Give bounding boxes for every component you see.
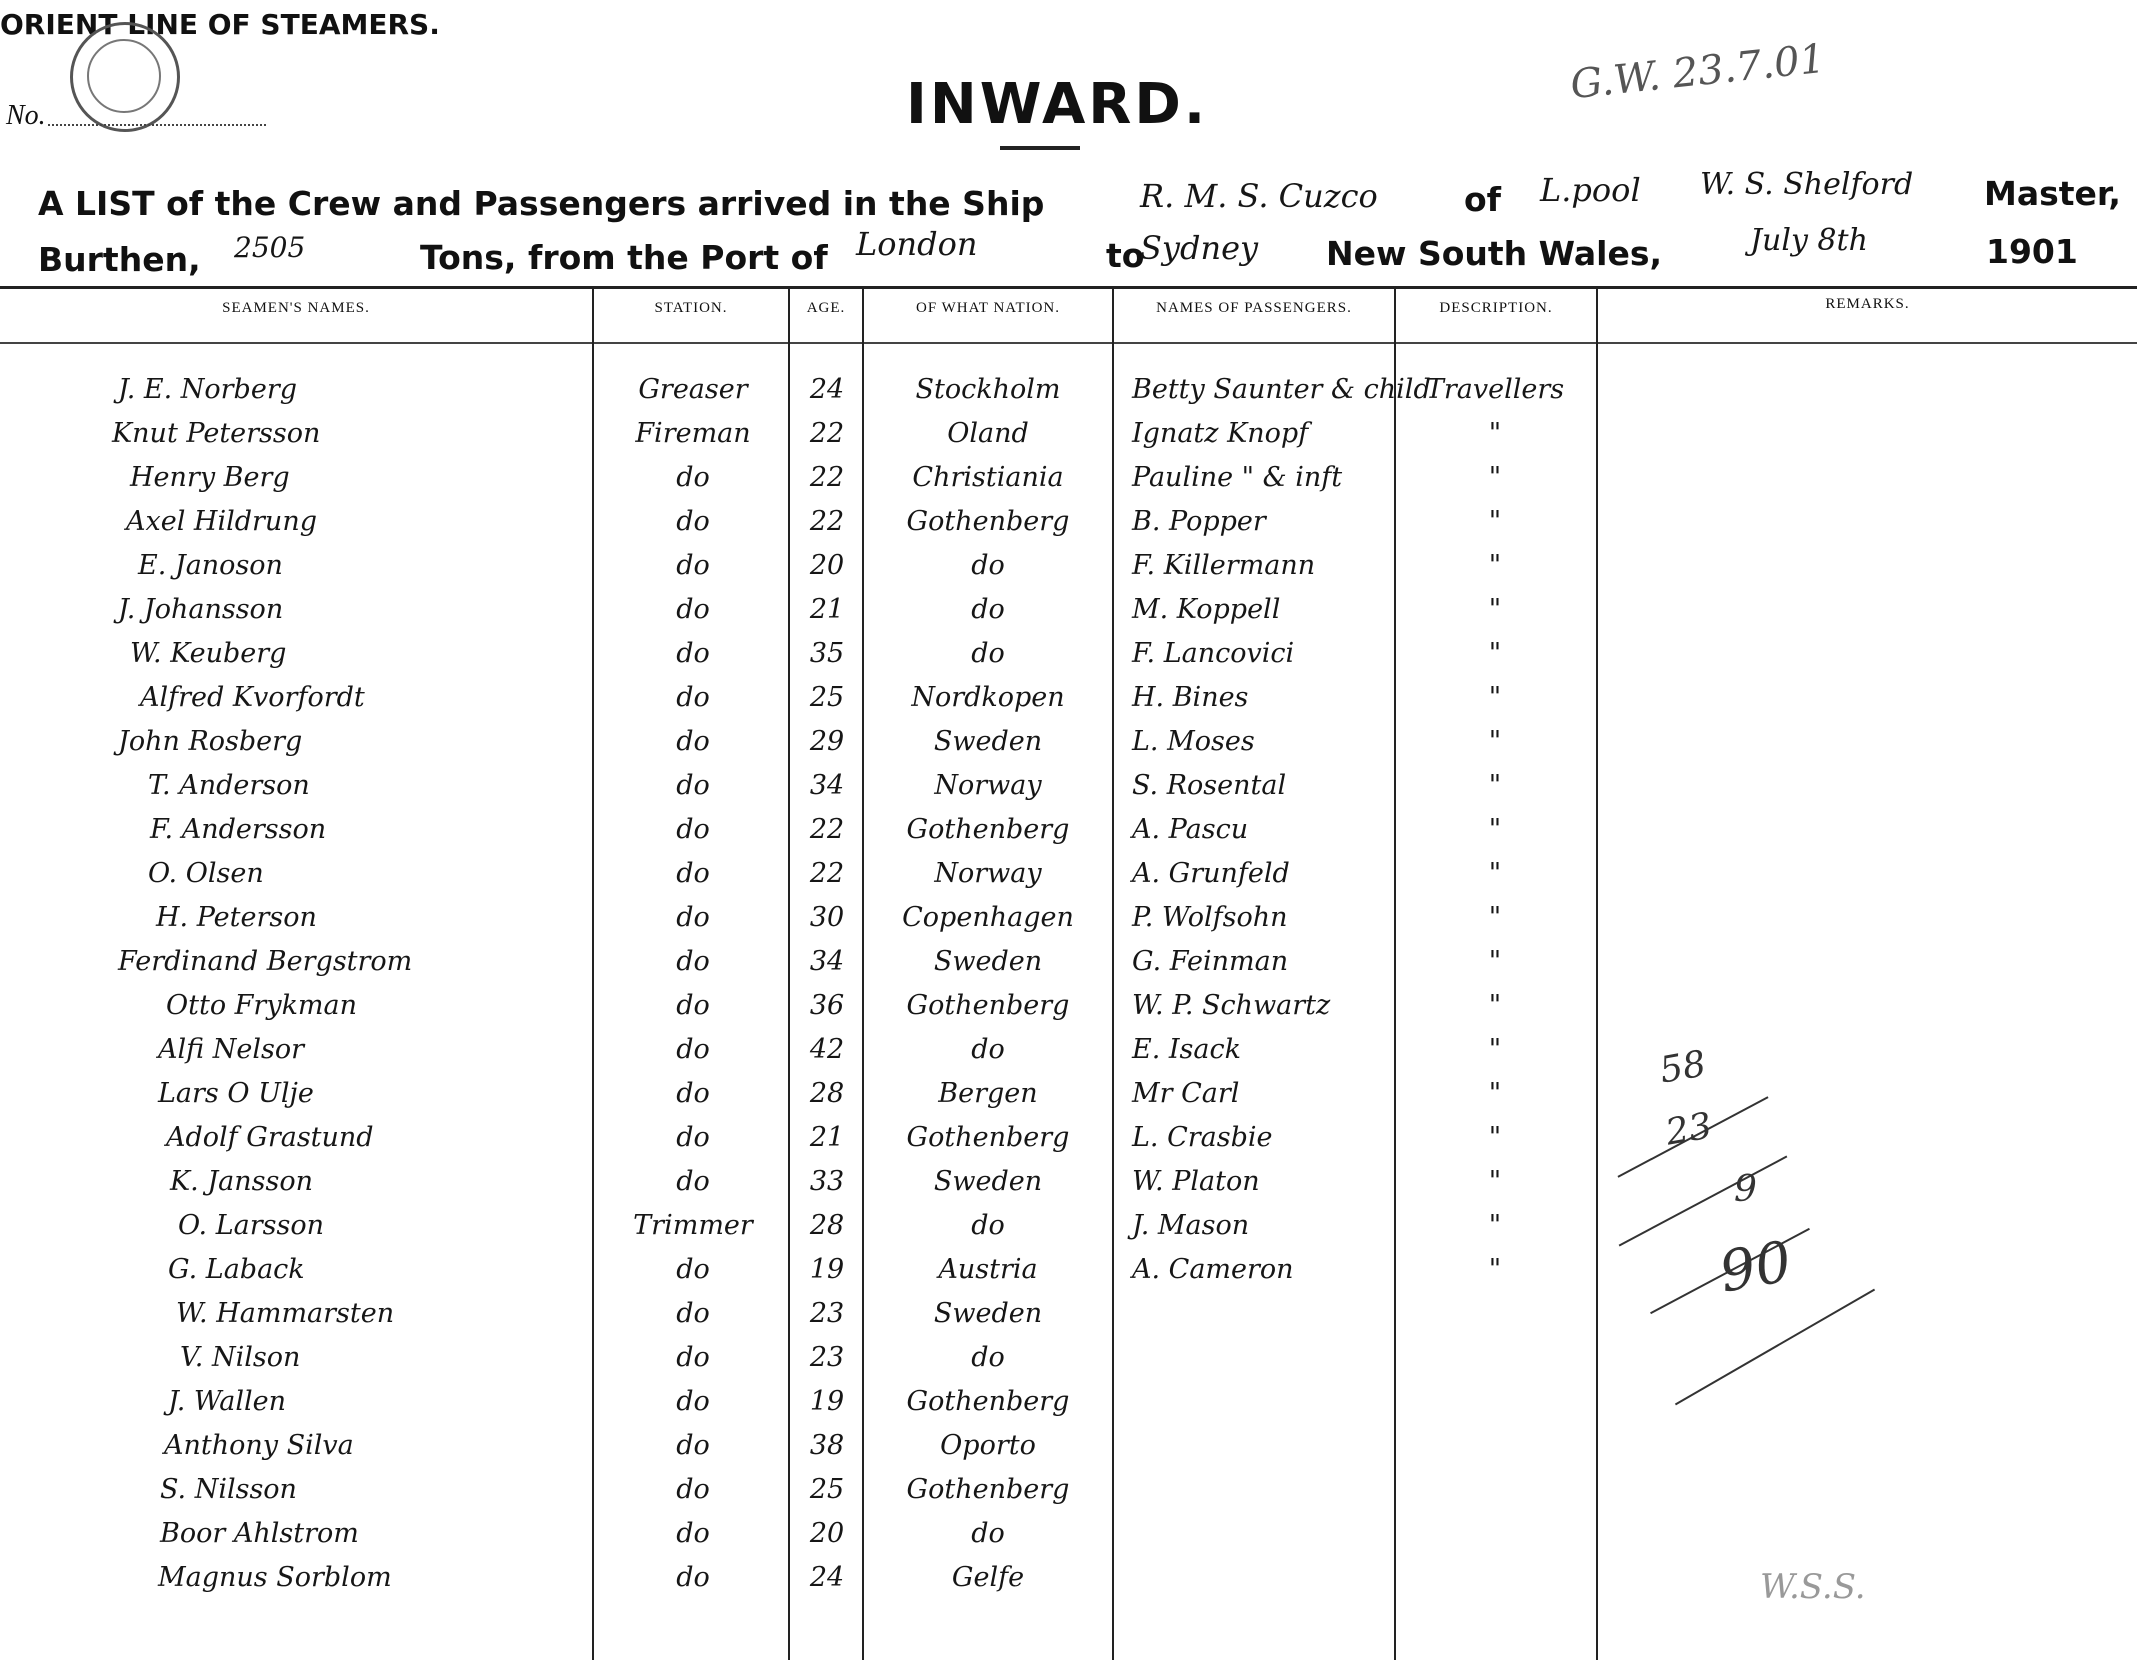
- station-cell: do: [676, 506, 710, 537]
- station-cell: do: [676, 1166, 710, 1197]
- column-header-station: STATION.: [654, 300, 728, 316]
- table-header-rule: [0, 342, 2137, 344]
- description-cell: ": [1488, 418, 1502, 449]
- nation-cell: Oporto: [940, 1430, 1036, 1461]
- description-cell: ": [1488, 682, 1502, 713]
- station-cell: do: [676, 682, 710, 713]
- seaman-name: Boor Ahlstrom: [160, 1518, 359, 1549]
- age-cell: 22: [809, 814, 845, 845]
- seaman-name: F. Andersson: [150, 814, 327, 845]
- table-row: [0, 376, 2137, 420]
- nation-cell: Austria: [938, 1254, 1038, 1285]
- passenger-name: Pauline " & inft: [1132, 462, 1343, 493]
- age-cell: 24: [809, 1562, 845, 1593]
- passenger-name: M. Koppell: [1132, 594, 1281, 625]
- table-row: [0, 684, 2137, 728]
- corner-annotation: G.W. 23.7.01: [1568, 35, 1828, 109]
- table-row: [0, 1388, 2137, 1432]
- description-cell: ": [1488, 726, 1502, 757]
- tally-number: 23: [1662, 1105, 1715, 1154]
- company-seal-stamp: [70, 22, 180, 132]
- description-cell: ": [1488, 462, 1502, 493]
- page-title: INWARD.: [906, 72, 1209, 137]
- seaman-name: Magnus Sorblom: [158, 1562, 392, 1593]
- tally-number: 9: [1734, 1169, 1757, 1210]
- table-row: [0, 464, 2137, 508]
- passenger-name: L. Crasbie: [1132, 1122, 1273, 1153]
- seaman-name: Alfred Kvorfordt: [140, 682, 365, 713]
- table-top-rule: [0, 286, 2137, 289]
- number-label: No.: [6, 100, 46, 131]
- nation-cell: Oland: [947, 418, 1029, 449]
- nation-cell: do: [971, 1034, 1005, 1065]
- table-row: [0, 992, 2137, 1036]
- age-cell: 20: [809, 1518, 845, 1549]
- seaman-name: Knut Petersson: [112, 418, 321, 449]
- station-cell: do: [676, 1474, 710, 1505]
- nation-cell: Copenhagen: [902, 902, 1074, 933]
- description-cell: ": [1488, 594, 1502, 625]
- nation-cell: Gelfe: [951, 1562, 1025, 1593]
- nation-cell: Nordkopen: [911, 682, 1065, 713]
- table-row: [0, 1080, 2137, 1124]
- station-cell: do: [676, 1562, 710, 1593]
- station-cell: do: [676, 1518, 710, 1549]
- nation-cell: do: [971, 1210, 1005, 1241]
- age-cell: 23: [809, 1298, 845, 1329]
- description-cell: ": [1488, 990, 1502, 1021]
- seaman-name: Adolf Grastund: [166, 1122, 374, 1153]
- of-label: of: [1464, 180, 1502, 219]
- passenger-name: Ignatz Knopf: [1132, 418, 1309, 449]
- age-cell: 24: [809, 374, 845, 405]
- description-cell: ": [1488, 1034, 1502, 1065]
- master-initials: W.S.S.: [1760, 1567, 1866, 1607]
- seaman-name: G. Laback: [168, 1254, 305, 1285]
- table-row: [0, 728, 2137, 772]
- passenger-name: P. Wolfsohn: [1132, 902, 1288, 933]
- age-cell: 34: [809, 946, 845, 977]
- station-cell: do: [676, 990, 710, 1021]
- tons-label: Tons, from the Port of: [420, 238, 828, 277]
- column-header-remarks: REMARKS.: [1825, 296, 1910, 312]
- age-cell: 36: [809, 990, 845, 1021]
- station-cell: do: [676, 1342, 710, 1373]
- nation-cell: do: [971, 594, 1005, 625]
- nation-cell: do: [971, 1342, 1005, 1373]
- passenger-name: W. P. Schwartz: [1132, 990, 1331, 1021]
- table-row: [0, 1212, 2137, 1256]
- burthen-label: Burthen,: [38, 240, 201, 279]
- seaman-name: Henry Berg: [130, 462, 290, 493]
- description-cell: ": [1488, 638, 1502, 669]
- table-row: [0, 1256, 2137, 1300]
- seaman-name: Alfi Nelsor: [158, 1034, 304, 1065]
- nation-cell: do: [971, 638, 1005, 669]
- passenger-name: H. Bines: [1132, 682, 1249, 713]
- station-cell: do: [676, 1386, 710, 1417]
- description-cell: ": [1488, 902, 1502, 933]
- seaman-name: W. Keuberg: [130, 638, 287, 669]
- seaman-name: Anthony Silva: [164, 1430, 354, 1461]
- passenger-name: E. Isack: [1132, 1034, 1241, 1065]
- table-row: [0, 596, 2137, 640]
- description-cell: ": [1488, 550, 1502, 581]
- age-cell: 33: [809, 1166, 845, 1197]
- age-cell: 21: [809, 594, 845, 625]
- nation-cell: Norway: [934, 858, 1042, 889]
- station-cell: Greaser: [638, 374, 748, 405]
- to-port: Sydney: [1140, 229, 1259, 267]
- age-cell: 42: [809, 1034, 845, 1065]
- station-cell: do: [676, 1034, 710, 1065]
- nation-cell: do: [971, 1518, 1005, 1549]
- nation-cell: do: [971, 550, 1005, 581]
- list-heading: A LIST of the Crew and Passengers arrived in the Ship: [38, 184, 1045, 223]
- station-cell: Trimmer: [633, 1210, 753, 1241]
- age-cell: 22: [809, 506, 845, 537]
- master-label: Master,: [1984, 174, 2121, 213]
- number-line: [48, 124, 266, 126]
- age-cell: 25: [809, 1474, 845, 1505]
- station-cell: do: [676, 770, 710, 801]
- station-cell: do: [676, 1254, 710, 1285]
- table-row: [0, 552, 2137, 596]
- seaman-name: O. Larsson: [178, 1210, 325, 1241]
- column-header-age: AGE.: [806, 300, 846, 316]
- nation-cell: Norway: [934, 770, 1042, 801]
- description-cell: ": [1488, 506, 1502, 537]
- passenger-name: F. Killermann: [1132, 550, 1316, 581]
- passenger-name: F. Lancovici: [1132, 638, 1295, 669]
- description-cell: ": [1488, 1122, 1502, 1153]
- age-cell: 25: [809, 682, 845, 713]
- nation-cell: Sweden: [933, 946, 1043, 977]
- table-row: [0, 508, 2137, 552]
- description-cell: ": [1488, 1210, 1502, 1241]
- age-cell: 30: [809, 902, 845, 933]
- table-row: [0, 948, 2137, 992]
- station-cell: do: [676, 550, 710, 581]
- table-row: [0, 816, 2137, 860]
- table-row: [0, 640, 2137, 684]
- age-cell: 28: [809, 1078, 845, 1109]
- seaman-name: Lars O Ulje: [158, 1078, 314, 1109]
- table-row: [0, 1344, 2137, 1388]
- age-cell: 23: [809, 1342, 845, 1373]
- age-cell: 21: [809, 1122, 845, 1153]
- station-cell: do: [676, 1430, 710, 1461]
- passenger-name: G. Feinman: [1132, 946, 1289, 977]
- station-cell: do: [676, 1078, 710, 1109]
- table-row: [0, 904, 2137, 948]
- seaman-name: H. Peterson: [156, 902, 317, 933]
- age-cell: 22: [809, 462, 845, 493]
- station-cell: Fireman: [635, 418, 751, 449]
- seaman-name: W. Hammarsten: [176, 1298, 395, 1329]
- passenger-name: L. Moses: [1132, 726, 1255, 757]
- table-row: [0, 1168, 2137, 1212]
- description-cell: ": [1488, 1166, 1502, 1197]
- nation-cell: Sweden: [933, 1166, 1043, 1197]
- seaman-name: S. Nilsson: [160, 1474, 297, 1505]
- seaman-name: T. Anderson: [148, 770, 310, 801]
- nation-cell: Stockholm: [915, 374, 1061, 405]
- age-cell: 34: [809, 770, 845, 801]
- age-cell: 22: [809, 858, 845, 889]
- description-cell: ": [1488, 770, 1502, 801]
- passenger-name: A. Grunfeld: [1132, 858, 1290, 889]
- passenger-name: W. Platon: [1132, 1166, 1260, 1197]
- table-row: [0, 1124, 2137, 1168]
- station-cell: do: [676, 638, 710, 669]
- title-rule: [1000, 146, 1080, 150]
- description-cell: ": [1488, 1254, 1502, 1285]
- port-of-registry: L.pool: [1540, 171, 1641, 209]
- passenger-name: A. Cameron: [1132, 1254, 1294, 1285]
- arrival-year: 1901: [1986, 232, 2078, 271]
- table-row: [0, 420, 2137, 464]
- seaman-name: John Rosberg: [118, 726, 303, 757]
- nation-cell: Gothenberg: [906, 814, 1070, 845]
- table-row: [0, 860, 2137, 904]
- table-row: [0, 1432, 2137, 1476]
- tally-number: 58: [1656, 1043, 1709, 1092]
- table-row: [0, 1520, 2137, 1564]
- passenger-name: J. Mason: [1132, 1210, 1250, 1241]
- nation-cell: Sweden: [933, 1298, 1043, 1329]
- station-cell: do: [676, 726, 710, 757]
- station-cell: do: [676, 858, 710, 889]
- nation-cell: Gothenberg: [906, 1122, 1070, 1153]
- nation-cell: Bergen: [938, 1078, 1038, 1109]
- nation-cell: Gothenberg: [906, 506, 1070, 537]
- table-row: [0, 1476, 2137, 1520]
- nation-cell: Gothenberg: [906, 1386, 1070, 1417]
- age-cell: 38: [809, 1430, 845, 1461]
- seaman-name: Otto Frykman: [166, 990, 358, 1021]
- age-cell: 29: [809, 726, 845, 757]
- column-header-description: DESCRIPTION.: [1439, 300, 1553, 316]
- seaman-name: J. E. Norberg: [118, 374, 298, 405]
- description-cell: Travellers: [1425, 374, 1565, 405]
- station-cell: do: [676, 1298, 710, 1329]
- seaman-name: J. Johansson: [118, 594, 284, 625]
- station-cell: do: [676, 462, 710, 493]
- station-cell: do: [676, 902, 710, 933]
- seaman-name: O. Olsen: [148, 858, 264, 889]
- seaman-name: E. Janoson: [138, 550, 283, 581]
- passenger-name: S. Rosental: [1132, 770, 1287, 801]
- to-label: to: [1106, 236, 1145, 275]
- column-header-nation: OF WHAT NATION.: [915, 300, 1061, 316]
- station-cell: do: [676, 594, 710, 625]
- region-label: New South Wales,: [1326, 234, 1663, 273]
- burthen-value: 2505: [234, 231, 306, 264]
- age-cell: 19: [809, 1254, 845, 1285]
- column-header-passengers: NAMES OF PASSENGERS.: [1156, 300, 1352, 316]
- nation-cell: Gothenberg: [906, 1474, 1070, 1505]
- ship-name: R. M. S. Cuzco: [1140, 177, 1378, 215]
- company-name: ORIENT LINE OF STEAMERS.: [0, 8, 440, 41]
- description-cell: ": [1488, 946, 1502, 977]
- nation-cell: Gothenberg: [906, 990, 1070, 1021]
- tally-total: 90: [1714, 1229, 1797, 1306]
- age-cell: 22: [809, 418, 845, 449]
- description-cell: ": [1488, 858, 1502, 889]
- nation-cell: Sweden: [933, 726, 1043, 757]
- from-port: London: [856, 225, 978, 263]
- description-cell: ": [1488, 1078, 1502, 1109]
- station-cell: do: [676, 946, 710, 977]
- master-name: W. S. Shelford: [1700, 167, 1914, 202]
- nation-cell: Christiania: [912, 462, 1064, 493]
- seaman-name: J. Wallen: [168, 1386, 287, 1417]
- passenger-name: Mr Carl: [1132, 1078, 1240, 1109]
- table-row: [0, 772, 2137, 816]
- seaman-name: V. Nilson: [180, 1342, 301, 1373]
- age-cell: 19: [809, 1386, 845, 1417]
- station-cell: do: [676, 1122, 710, 1153]
- passenger-name: B. Popper: [1132, 506, 1266, 537]
- age-cell: 20: [809, 550, 845, 581]
- station-cell: do: [676, 814, 710, 845]
- arrival-date: July 8th: [1750, 223, 1868, 258]
- age-cell: 28: [809, 1210, 845, 1241]
- description-cell: ": [1488, 814, 1502, 845]
- column-header-seamen: SEAMEN'S NAMES.: [222, 300, 370, 316]
- seaman-name: Axel Hildrung: [126, 506, 317, 537]
- seaman-name: Ferdinand Bergstrom: [118, 946, 413, 977]
- passenger-name: Betty Saunter & child: [1132, 374, 1431, 405]
- seaman-name: K. Jansson: [170, 1166, 314, 1197]
- passenger-name: A. Pascu: [1132, 814, 1249, 845]
- table-row: [0, 1036, 2137, 1080]
- age-cell: 35: [809, 638, 845, 669]
